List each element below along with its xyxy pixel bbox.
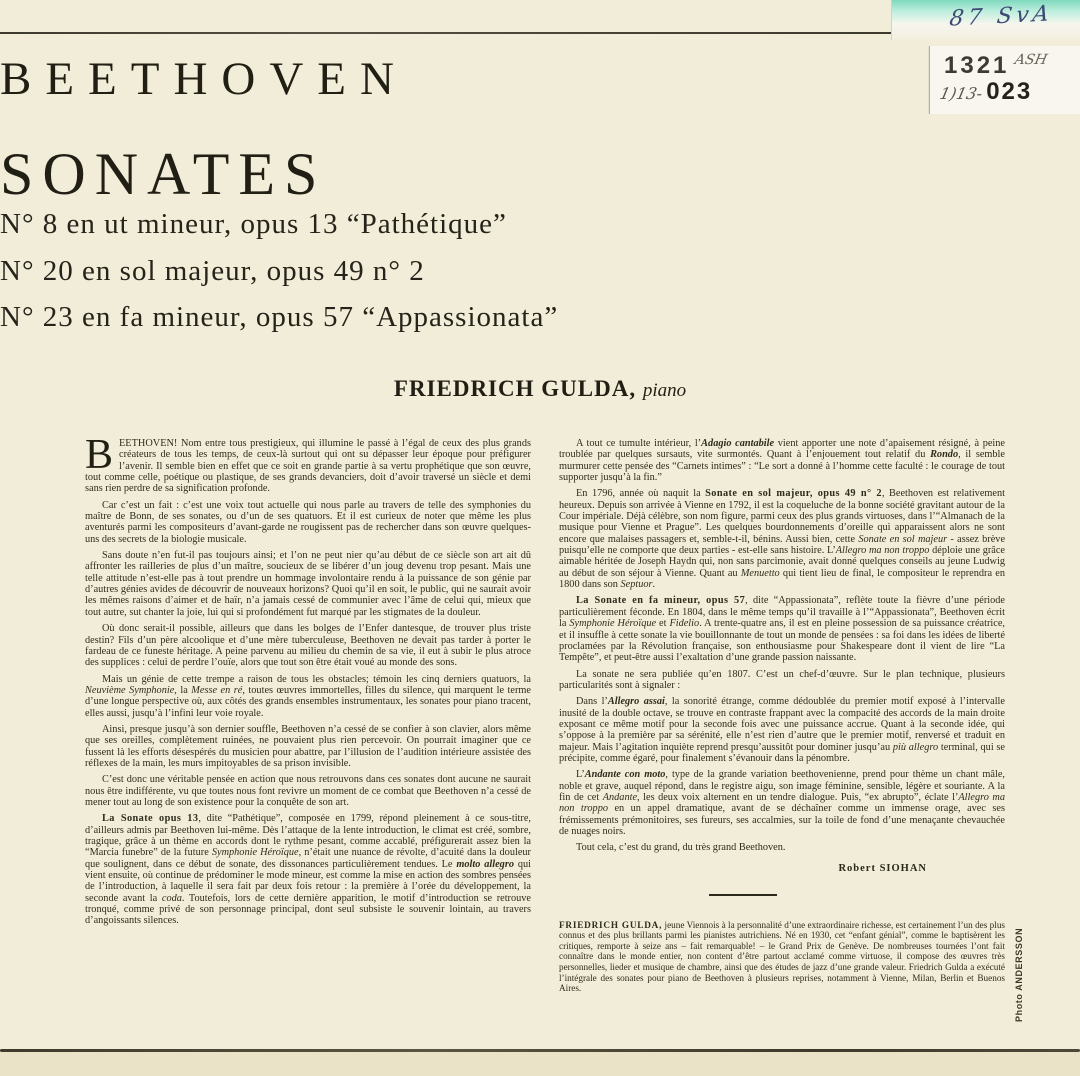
paragraph: Mais un génie de cette trempe a raison de tous les obstacles; témoin les cinq derniers quatuors, la Neuvième Symphonie, la Messe en ré, toutes œuvres immortelles, filles du silence, qui marquent le terme d’une longue perspective où, aux côtés des grands ensembles instrumentaux, les sonates pour piano tracent, elles aussi, jusqu’à l’infini leur voie royale. [85,673,531,719]
paragraph: FRIEDRICH GULDA, jeune Viennois à la personnalité d’une extraordinaire richesse, est certainement l’un des plus connus et des plus brillants parmi les pianistes autrichiens. Né en 1930, cet “enfant génial”, comme le baptisèrent les critiques, remporte à seize ans – fait remarquable! – le Grand Prix de Genève. De nombreuses tournées l’ont fait connaître dans le monde entier, non content d’être partout acclamé comme virtuose, il compose des œuvres très personnelles, lieder et musique de chambre, ainsi que des études de jazz d’une grande valeur. Friedrich Gulda a exécuté l’intégrale des sonates pour piano de Beethoven à plusieurs reprises, notamment à Vienne, Milan, Berlin et Buenos Aires. [559,919,1005,994]
author-signature: Robert SIOHAN [838,862,927,874]
price-sticker [891,0,1080,40]
paragraph: La sonate ne sera publiée qu’en 1807. C’est un chef-d’œuvre. Sur le plan technique, plusieurs particularités sont à signaler : [559,668,1005,691]
paragraph: Dans l’Allegro assai, la sonorité étrange, comme dédoublée du premier motif exposé à l’intervalle inusité de la double octave, se trouve en contraste frappant avec la compacité des accords de la main droite exposant ce même motif pour la seconde fois avec une puissance accrue. Quant à la seconde idée, qui s’oppose à la première par sa sérénité, elle n’est rien d’autre que le premier motif, renversé et traduit en majeur. Mais l’agitation inquiète reprend presqu’aussitôt pour dominer jusqu’au più allegro terminal, qui se précipite, comme égaré, pour finalement s’évanouir dans la pénombre. [559,696,1006,764]
paragraph: BEETHOVEN! Nom entre tous prestigieux, qui illumine le passé à l’égal de ceux des plus grands créateurs de tous les temps, de ceux-là surtout qui ont su dépasser leur époque pour préfigurer l’avenir. Il semble bien en effet que ce soit en grande partie à sa vertu prophétique que son œuvre, tout comme celle, poétique ou plastique, de ses grands devanciers, doit d’avoir traversé un siècle et demi sans rien perdre de sa signification profonde. [85,432,531,495]
subtitle-sonata-23: N° 23 en fa mineur, opus 57 “Appassionata” [0,301,559,333]
left-column [85,432,531,994]
composer-title: BEETHOVEN [0,53,408,105]
paragraph: A tout ce tumulte intérieur, l’Adagio cantabile vient apporter une note d’apaisement résigné, à peine troublée par quelques sursauts, vite surmontés. Quant à l’enjouement tout relatif du Rondo, il semble murmurer cette pensée des “Carnets intimes” : “Le sort a donné à l’homme cette faculté : le courage de tout supporter jusqu’à la fin.” [559,438,1005,484]
pianist-bio [559,920,1005,994]
subtitle-sonata-20: N° 20 en sol majeur, opus 49 n° 2 [0,255,425,287]
liner-notes [85,432,1006,994]
paragraph: Car c’est un fait : c’est une voix tout actuelle qui nous parle au travers de telle des symphonies du maître de Bonn, de ses sonates, ou d’un de ses quatuors. Et il est curieux de noter que même les plus aventurés parmi les compositeurs d’avant-garde ne rougissent pas de rechercher dans son œuvre quelques-uns des secrets de la biologie musicale. [85,499,531,545]
paragraph: Ainsi, presque jusqu’à son dernier souffle, Beethoven n’a cessé de se confier à son clavier, alors même que ses oreilles, complètement ruinées, ne pouvaient plus rien percevoir. On pourrait imaginer que ce fussent là les efforts désespérés du musicien pour abattre, par l’illusion de l’audition intérieure assistée des réflexes de la main, les murs impitoyables de sa prison invisible. [85,723,531,769]
subtitle-sonata-8: N° 8 en ut mineur, opus 13 “Pathétique” [0,208,507,240]
photo-credit: Photo ANDERSSON [1014,927,1024,1022]
work-title: SONATES [0,141,327,207]
catalog-annotation-handwriting: ASH [1013,52,1050,68]
dropcap-letter: B [85,432,114,478]
catalog-number: 1321 [944,52,1010,79]
catalog-code-handwriting: 1)13- [937,84,985,103]
right-column-text [559,438,1005,854]
sticker-handwriting: 87 SvA [947,1,1054,32]
paragraph: La Sonate en fa mineur, opus 57, dite “Appassionata”, reflète toute la fièvre d’une période particulièrement féconde. En 1804, dans le même temps qu’il travaille à l’“Appassionata”, Beethoven écrit la Symphonie Héroïque et Fidelio. A trente-quatre ans, il est en pleine possession de sa puissance créatrice, et il insuffle à cette sonate la vie bouillonnante de tout un monde de pensées : sa foi dans les idées de liberté proclamées par la Révolution française, son enthousiasme pour Shakespeare dont il vient de lire “La Tempête”, et peut-être aussi l’exaltation d’une grande passion naissante. [559,595,1005,664]
paragraph: Sans doute n’en fut-il pas toujours ainsi; et l’on ne peut nier qu’au début de ce siècle son art ait dû affronter les railleries de plus d’un maître, soucieux de se libérer d’un joug devenu trop pesant. Mais une telle attitude n’est-elle pas à tout prendre un hommage involontaire rendu à la puissance de son génie par d’autres génies avides de découvrir de nouveaux horizons? Quoi qu’il en soit, le public, qui ne saurait avoir les mêmes raisons d’aimer et de haïr, n’a jamais cessé de communier avec l’âme de celui qui, mieux que tout autre, sut chanter la joie, lui qui si profondément fut marqué par les stigmates de la douleur. [85,550,531,618]
catalog-code-printed: 023 [986,78,1033,105]
paragraph: Tout cela, c’est du grand, du très grand Beethoven. [576,842,786,854]
performer-line [0,376,1080,402]
paragraph: La Sonate opus 13, dite “Pathétique”, composée en 1799, répond pleinement à ce sous-titre, d’ailleurs admis par Beethoven lui-même. Dès l’attaque de la lente introduction, le climat est créé, sombre, tragique, grâce à un thème en accords dont le rythme pesant, comme accablé, préfigurerait assez bien la “Marcia funebre” de la future Symphonie Héroïque, n’était une nuance de révolte, d’acuité dans la douleur que soulignent, dans ce début de sonate, des dissonances particulièrement tendues. Le molto allegro qui vient ensuite, où continue de prédominer le mode mineur, est comme la mise en action des sombres pensées de l’introduction, à laquelle il sera fait par deux fois retour : la première à l’orée du développement, la seconde avant la coda. Toutefois, lors de cette dernière apparition, le motif d’introduction se retrouve tronqué, comme privé de son personnage principal, dont seul subsiste le souvenir lointain, au travers d’angoissants silences. [85,813,531,927]
performer-instrument: piano [642,380,687,401]
scan-bottom-edge-line [0,1049,1080,1052]
performer-name: FRIEDRICH GULDA, [393,376,637,401]
scan-bottom-margin [0,1052,1080,1076]
paragraph: C’est donc une véritable pensée en action que nous retrouvons dans ces sonates dont aucune ne saurait nous être indifférente, vu que toutes nous font revivre un moment de ce combat que Beethoven n’a cessé de mener tout au long de son existence pour la conquête de son art. [85,774,531,808]
right-column [559,438,1005,994]
paragraph: Où donc serait-il possible, ailleurs que dans les bolges de l’Enfer dantesque, de trouver plus triste destin? Fils d’un père alcoolique et d’une mère tuberculeuse, Beethoven ne devait pas tarder à porter le fardeau de ce funeste héritage. A peine parvenu au milieu du chemin de sa vie, il eut à subir le plus atroce des supplices : celui de perdre l’ouïe, alors que tout son être était voué au monde des sons. [85,623,531,669]
divider-rule [709,894,777,896]
paragraph: L’Andante con moto, type de la grande variation beethovenienne, prend pour thème un chant mâle, noble et grave, auquel répond, dans le registre aigu, son image féminine, sensible, légère et souriante. A la fin de cet Andante, les deux voix alternent en un tendre dialogue. Puis, “ex abrupto”, éclate l’Allegro ma non troppo en un appel dramatique, avant de se déchaîner comme un immense orage, avec ses frémissements prémonitoires, ses fureurs, ses accalmies, sur la toile de fond d’une menaçante chevauchée de nuages noirs. [559,769,1005,837]
paragraph: En 1796, année où naquit la Sonate en sol majeur, opus 49 n° 2, Beethoven est relativement heureux. Depuis son arrivée à Vienne en 1792, il est la coqueluche de la bonne société gravitant autour de la Cour impériale. Déjà célèbre, son nom figure, parmi ceux des plus grands virtuoses, dans l’“Almanach de la musique pour Vienne et Prague”. Les quelques bourdonnements d’oreille qui apparaissent alors ne sont encore que malaises passagers et, semble-t-il, bénins. Aussi bien, cette Sonate en sol majeur - assez brève puisqu’elle ne comporte que deux parties - est-elle sans histoire. L’Allegro ma non troppo déploie une grâce aimable héritée de Joseph Haydn qui, non sans parcimonie, avait donné quelques conseils au jeune Ludwig au début de son séjour à Vienne. Quant au Menuetto qui tient lieu de final, le compositeur le reprendra en 1800 dans son Septuor. [559,488,1006,591]
